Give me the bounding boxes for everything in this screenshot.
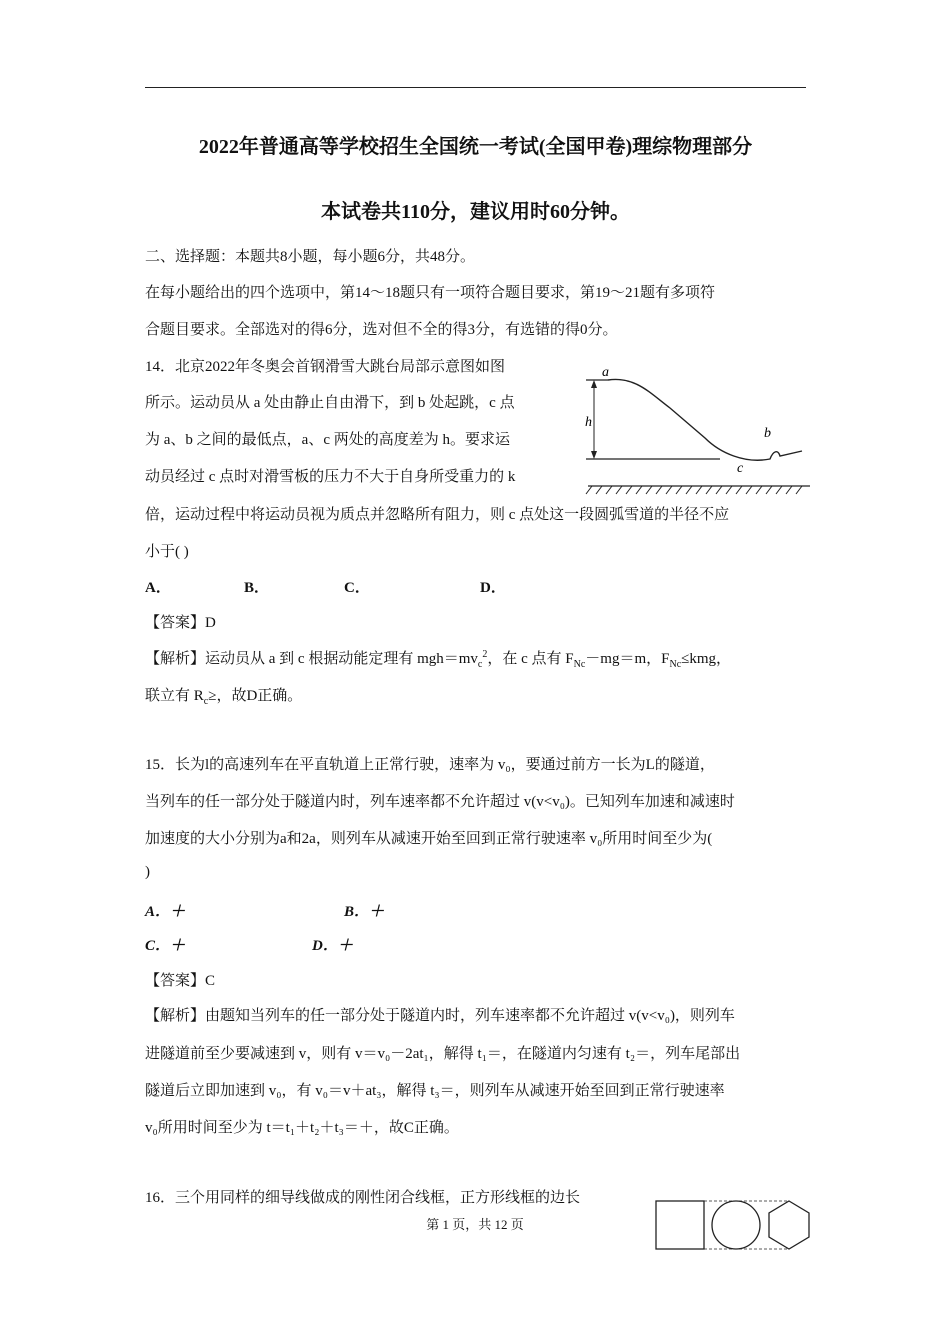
q14-line-5: 倍，运动过程中将运动员视为质点并忽略所有阻力，则 c 点处这一段圆弧雪道的半径不应 <box>145 507 730 523</box>
q15-line-1: 15．长为l的高速列车在平直轨道上正常行驶，速率为 v₀，要通过前方一长为L的隧道， <box>145 757 715 773</box>
q14-line-4: 动员经过 c 点时对滑雪板的压力不大于自身所受重力的 k <box>145 469 516 485</box>
q14-explanation-2: 联立有 $R_c\ge$，故D正确。 <box>145 688 303 707</box>
page-title: 2022年普通高等学校招生全国统一考试(全国甲卷)理综物理部分 <box>198 136 753 158</box>
label-b: b <box>764 426 771 441</box>
page-footer: 第 1 页，共 12 页 <box>426 1217 524 1232</box>
q14-line-6: 小于( ) <box>145 544 189 560</box>
q15-option-b: B．＋ <box>344 904 385 920</box>
label-a: a <box>602 365 609 380</box>
section-instruction-1: 在每小题给出的四个选项中，第14～18题只有一项符合题目要求，第19～21题有多项符 <box>145 285 716 301</box>
q15-answer: 【答案】C <box>145 973 216 989</box>
page-subtitle: 本试卷共110分，建议用时60分钟。 <box>321 201 630 223</box>
q15-option-a: A．＋ <box>145 904 186 920</box>
q14-line-2: 所示。运动员从 a 处由静止自由滑下，到 b 处起跳，c 点 <box>145 395 515 411</box>
q15-line-2: 当列车的任一部分处于隧道内时，列车速率都不允许超过 v(v<v₀)。已知列车加速和减速时 <box>145 794 735 810</box>
q14-option-d: D． <box>480 580 506 596</box>
q14-option-c: C． <box>344 580 370 596</box>
q14-line-3: 为 a、b 之间的最低点，a、c 两处的高度差为 h。要求运 <box>145 432 510 448</box>
q15-explanation-1: 【解析】由题知当列车的任一部分处于隧道内时，列车速率都不允许超过 v(v<v₀)，则列车 <box>145 1008 735 1024</box>
q15-explanation-2: 进隧道前至少要减速到 v，则有 v＝v₀－2at₁，解得 t₁＝，在隧道内匀速有 t₂＝，列车尾部出 <box>145 1046 741 1062</box>
q15-line-3: 加速度的大小分别为a和2a，则列车从减速开始至回到正常行驶速率 v₀所用时间至少为( <box>145 831 713 847</box>
q15-option-c: C．＋ <box>145 938 186 954</box>
q16-line-1: 16．三个用同样的细导线做成的刚性闭合线框，正方形线框的边长 <box>145 1190 581 1206</box>
q14-explanation-1: 【解析】运动员从 a 到 c 根据动能定理有 $mgh=mv_c^2$，在 c 点有 $F_{Nc}-mg=m$，$F_{Nc}\le kmg$， <box>145 649 732 670</box>
label-c: c <box>737 461 744 476</box>
q14-option-a: A． <box>145 580 171 596</box>
q15-explanation-4: v₀所用时间至少为 t＝t₁＋t₂＋t₃＝＋，故C正确。 <box>145 1120 459 1136</box>
q14-line-1: 14．北京2022年冬奥会首钢滑雪大跳台局部示意图如图 <box>145 359 506 375</box>
section-instruction-2: 合题目要求。全部选对的得6分，选对但不全的得3分，有选错的得0分。 <box>145 322 618 338</box>
q15-explanation-3: 隧道后立即加速到 v₀，有 v₀＝v＋at₃，解得 t₃＝，则列车从减速开始至回到正常行驶速率 <box>145 1083 725 1099</box>
ski-jump-figure <box>580 358 815 498</box>
q14-answer: 【答案】D <box>145 615 216 631</box>
q15-option-d: D．＋ <box>312 938 353 954</box>
q15-line-4: ) <box>145 864 150 880</box>
label-h: h <box>585 415 592 430</box>
top-rule <box>145 87 806 88</box>
q14-option-b: B． <box>244 580 270 596</box>
section-heading: 二、选择题：本题共8小题，每小题6分，共48分。 <box>145 249 476 265</box>
